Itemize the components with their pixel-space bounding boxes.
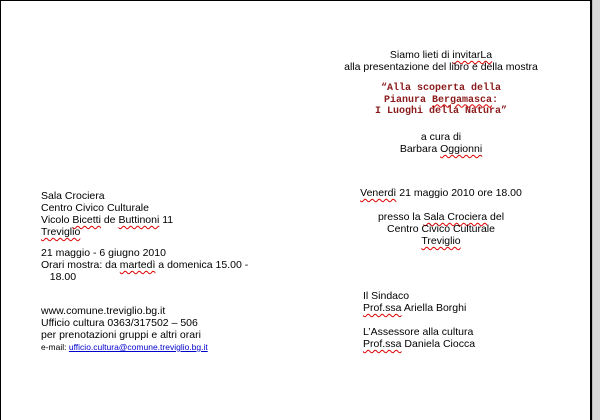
event-place (321, 211, 561, 247)
place-line-2: Centro Civico Culturale (387, 223, 495, 235)
title-line-2: Pianura Bergamasca: (383, 94, 499, 106)
contact-email: e-mail: ufficio.cultura@comune.treviglio.bg.it (41, 342, 208, 352)
invite-line-2: alla presentazione del libro e della mostra (344, 61, 538, 73)
contact-phone: Ufficio cultura 0363/317502 – 506 (41, 317, 198, 329)
vertical-scrollbar[interactable] (592, 0, 600, 420)
assessore-label: L’Assessore alla cultura (363, 326, 474, 338)
title-line-1: “Alla scoperta della (380, 83, 502, 94)
place-line-1: presso la Sala Crociera del (377, 211, 505, 223)
venue-city: Treviglio (41, 226, 81, 238)
schedule-dates: 21 maggio - 6 giugno 2010 (41, 247, 166, 259)
invitation-block (321, 49, 561, 73)
curator-label: a cura di (420, 131, 462, 143)
contact-booking: per prenotazioni gruppi e altri orari (41, 329, 201, 341)
schedule-hours: Orari mostra: da martedì a domenica 15.00 - (41, 259, 249, 271)
book-title (321, 83, 561, 118)
invite-line-1: Siamo lieti di invitarLa (389, 49, 493, 61)
sindaco-label: Il Sindaco (363, 290, 410, 302)
curator-block (321, 131, 561, 155)
event-date: Venerdì 21 maggio 2010 ore 18.00 (360, 187, 522, 199)
venue-street: Vicolo Bicetti de Buttinoni 11 (41, 214, 174, 226)
curator-name: Barbara Oggionni (399, 143, 483, 155)
venue-center: Centro Civico Culturale (41, 202, 149, 214)
schedule-hours-end: 18.00 (49, 271, 77, 283)
contacts-block (41, 305, 281, 353)
email-link[interactable]: ufficio.cultura@comune.treviglio.bg.it (68, 342, 208, 352)
sindaco-name: Prof.ssa Ariella Borghi (363, 302, 467, 314)
signatures-block (363, 290, 563, 350)
contact-website: www.comune.treviglio.bg.it (41, 305, 166, 317)
place-city: Treviglio (421, 235, 461, 247)
venue-name: Sala Crociera (41, 190, 105, 202)
venue-block (41, 190, 271, 238)
assessore-name: Prof.ssa Daniela Ciocca (363, 338, 476, 350)
schedule-block (41, 247, 281, 283)
title-line-3: I Luoghi della Natura” (374, 106, 508, 117)
